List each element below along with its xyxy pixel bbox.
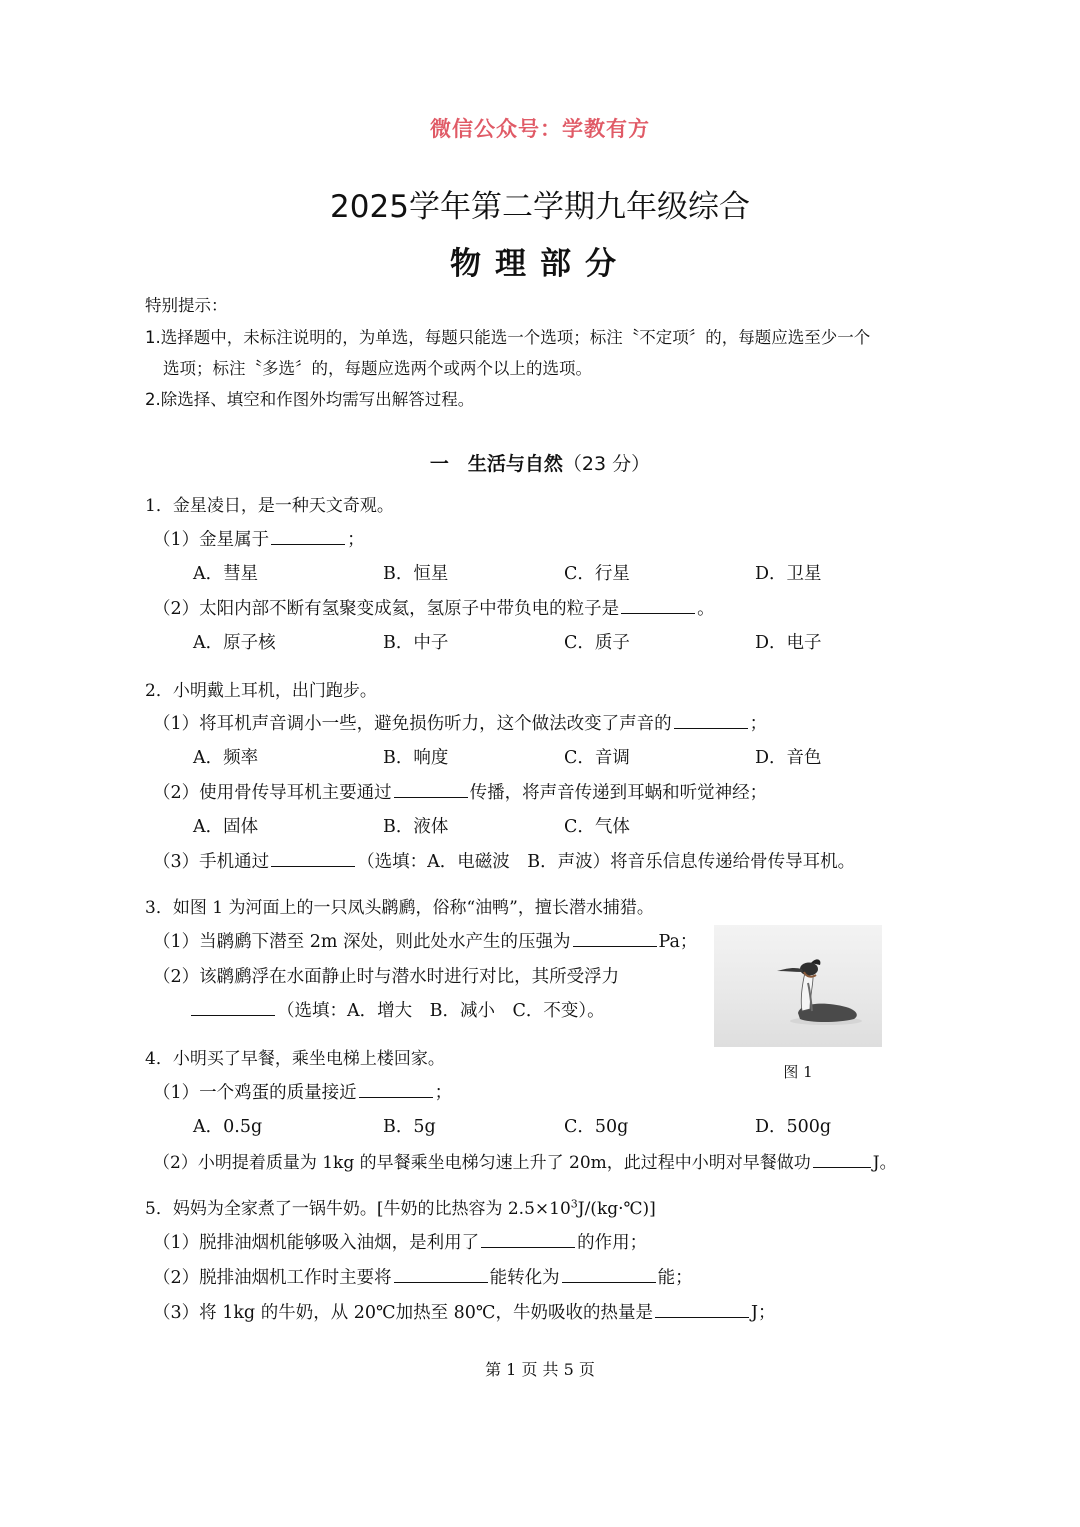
watermark-text: 微信公众号：学教有方 — [430, 116, 650, 141]
grebe-photo — [714, 925, 882, 1047]
answer-blank[interactable] — [655, 1301, 749, 1318]
q2-s1-option-b: B．响度 — [383, 748, 449, 768]
q3-sub1-end: Pa； — [658, 932, 698, 952]
exam-title: 2025学年第二学期九年级综合 — [330, 189, 750, 225]
q4-sub1 — [153, 1079, 452, 1104]
q1-sub1 — [153, 526, 365, 551]
q2-s1-option-d: D．音色 — [755, 748, 822, 768]
q2-sub1-end: ； — [749, 714, 768, 734]
section-points: （23 分） — [562, 453, 651, 475]
q1-sub2-text: （2）太阳内部不断有氢聚变成氦，氢原子中带负电的粒子是 — [153, 599, 620, 619]
q2-s1-option-a: A．频率 — [193, 748, 259, 768]
q3-sub2-end: （选填：A．增大 B．减小 C．不变）。 — [277, 1001, 605, 1021]
q1-sub2-end: 。 — [697, 599, 715, 619]
q5-sub1 — [153, 1229, 647, 1254]
answer-blank[interactable] — [621, 597, 695, 614]
q5-sub3-text: （3）将 1kg 的牛奶，从 20℃加热至 80℃，牛奶吸收的热量是 — [153, 1303, 654, 1323]
q4-s1-option-c: C．50g — [564, 1117, 629, 1137]
q1-sub2 — [153, 595, 715, 620]
q2-s2-option-c: C．气体 — [564, 817, 630, 837]
q4-s1-option-d: D．500g — [755, 1117, 832, 1137]
q4-s1-option-b: B．5g — [383, 1117, 436, 1137]
q3-sub2-line2 — [189, 997, 605, 1022]
answer-blank[interactable] — [481, 1231, 575, 1248]
q2-s2-option-a: A．固体 — [193, 817, 259, 837]
q2-sub3-text: （3）手机通过 — [153, 852, 270, 872]
q5-sub2-end: 能； — [657, 1268, 693, 1288]
answer-blank[interactable] — [573, 930, 657, 947]
q5-sub2-text: （2）脱排油烟机工作时主要将 — [153, 1268, 392, 1288]
q2-sub2-text: （2）使用骨传导耳机主要通过 — [153, 783, 392, 803]
q3-sub1 — [153, 928, 697, 953]
q1-s2-option-a: A．原子核 — [193, 633, 276, 653]
answer-blank[interactable] — [191, 999, 275, 1016]
answer-blank[interactable] — [562, 1266, 656, 1283]
q1-s1-option-d: D．卫星 — [755, 564, 822, 584]
q2-sub2-end: 传播，将声音传递到耳蜗和听觉神经； — [469, 783, 768, 803]
q2-sub1 — [153, 710, 767, 735]
q1-stem: 1．金星凌日，是一种天文奇观。 — [145, 496, 394, 516]
q4-sub2 — [153, 1148, 897, 1173]
q4-sub1-end: ； — [434, 1083, 453, 1103]
q2-stem: 2．小明戴上耳机，出门跑步。 — [145, 681, 377, 701]
q2-sub2 — [153, 779, 767, 804]
q1-sub1-text: （1）金星属于 — [153, 530, 270, 550]
q4-sub2-text: （2）小明提着质量为 1kg 的早餐乘坐电梯匀速上升了 20m，此过程中小明对早餐做功 — [153, 1153, 811, 1173]
q5-stem — [145, 1194, 656, 1219]
q2-s1-option-c: C．音调 — [564, 748, 630, 768]
exam-subtitle: 物理部分 — [450, 246, 630, 282]
q4-stem: 4．小明买了早餐，乘坐电梯上楼回家。 — [145, 1049, 445, 1069]
q5-sub3 — [153, 1299, 776, 1324]
answer-blank[interactable] — [394, 1266, 488, 1283]
answer-blank[interactable] — [271, 528, 345, 545]
q4-sub2-end: J。 — [872, 1153, 897, 1173]
page-footer: 第 1 页 共 5 页 — [485, 1360, 595, 1379]
q2-sub1-text: （1）将耳机声音调小一些，避免损伤听力，这个做法改变了声音的 — [153, 714, 672, 734]
answer-blank[interactable] — [394, 781, 468, 798]
q2-sub3 — [153, 848, 855, 873]
answer-blank[interactable] — [359, 1081, 433, 1098]
q3-sub2-line1: （2）该䴙䴘浮在水面静止时与潜水时进行对比，其所受浮力 — [153, 967, 620, 987]
q5-stem-unit: J/(kg·℃)] — [577, 1199, 656, 1219]
q5-sub3-end: J； — [751, 1303, 776, 1323]
answer-blank[interactable] — [813, 1151, 871, 1168]
section-heading — [0, 449, 1080, 476]
note-line-1: 1.选择题中，未标注说明的，为单选，每题只能选一个选项；标注〝不定项〞的，每题应选至少一个 — [145, 328, 871, 347]
q1-s2-option-c: C．质子 — [564, 633, 630, 653]
q2-s2-option-b: B．液体 — [383, 817, 449, 837]
answer-blank[interactable] — [271, 850, 355, 867]
q1-s2-option-d: D．电子 — [755, 633, 822, 653]
q1-sub1-end: ； — [347, 530, 365, 550]
q1-s1-option-c: C．行星 — [564, 564, 630, 584]
note-line-2: 2.除选择、填空和作图外均需写出解答过程。 — [145, 390, 475, 409]
q5-stem-exponent: 3 — [570, 1197, 578, 1211]
q5-stem-text: 5．妈妈为全家煮了一锅牛奶。[牛奶的比热容为 2.5×10 — [145, 1199, 571, 1219]
q1-s2-option-b: B．中子 — [383, 633, 449, 653]
q5-sub1-text: （1）脱排油烟机能够吸入油烟，是利用了 — [153, 1233, 480, 1253]
q3-stem: 3．如图 1 为河面上的一只凤头䴙䴘，俗称“油鸭”，擅长潜水捕猎。 — [145, 898, 654, 918]
q2-sub3-end: （选填：A．电磁波 B．声波）将音乐信息传递给骨传导耳机。 — [357, 852, 856, 872]
q1-s1-option-a: A．彗星 — [193, 564, 259, 584]
figure-caption: 图 1 — [783, 1063, 813, 1081]
note-line-1b: 选项；标注〝多选〞的，每题应选两个或两个以上的选项。 — [163, 359, 592, 378]
q5-sub2-mid: 能转化为 — [489, 1268, 560, 1288]
section-title: 一 生活与自然 — [429, 453, 563, 475]
q5-sub1-end: 的作用； — [577, 1233, 648, 1253]
notes-header: 特别提示： — [145, 296, 228, 315]
q4-sub1-text: （1）一个鸡蛋的质量接近 — [153, 1083, 357, 1103]
q1-s1-option-b: B．恒星 — [383, 564, 449, 584]
answer-blank[interactable] — [674, 712, 748, 729]
q3-sub1-text: （1）当䴙䴘下潜至 2m 深处，则此处水产生的压强为 — [153, 932, 571, 952]
q4-s1-option-a: A．0.5g — [193, 1117, 263, 1137]
q5-sub2 — [153, 1264, 693, 1289]
